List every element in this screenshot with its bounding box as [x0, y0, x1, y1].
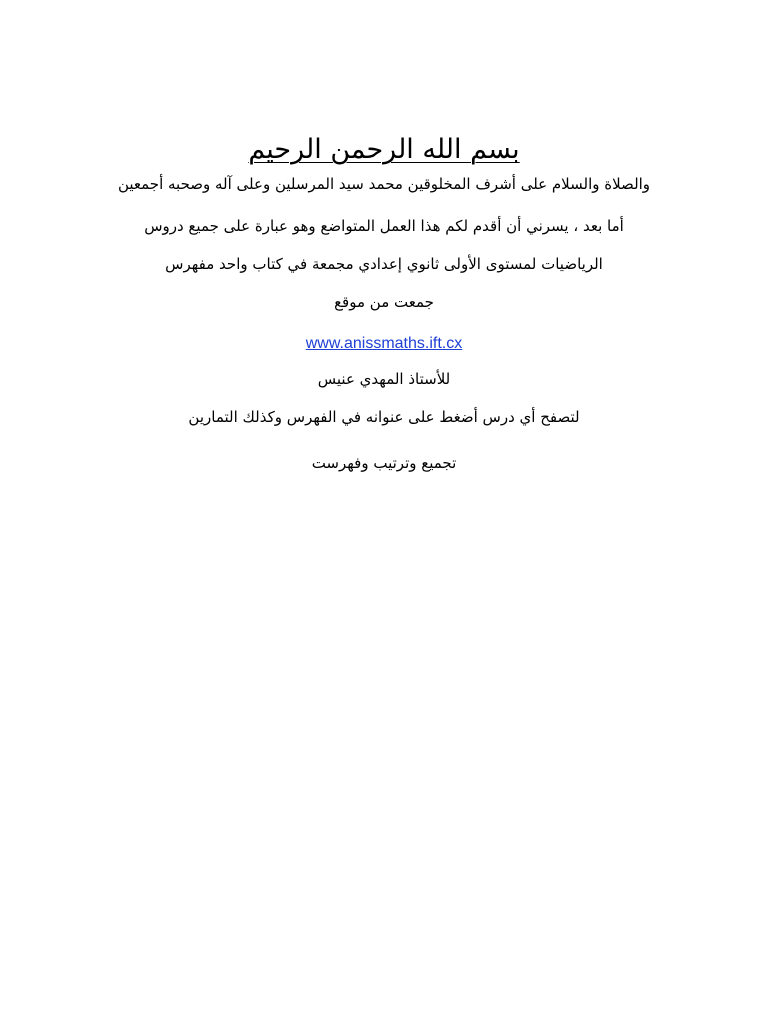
website-link[interactable]: www.anissmaths.ift.cx [305, 335, 463, 352]
salutation-line: والصلاة والسلام على أشرف المخلوقين محمد سيد المرسلين وعلى آله وصحبه أجمعين [117, 175, 651, 193]
basmala-heading: بسم الله الرحمن الرحيم [248, 134, 520, 165]
navigation-hint-line: لتصفح أي درس أضغط على عنوانه في الفهرس وكذلك التمارين [188, 408, 580, 426]
author-line: للأستاذ المهدي عنيس [317, 370, 451, 388]
intro-line-1: أما بعد ، يسرني أن أقدم لكم هذا العمل المتواضع وهو عبارة على جميع دروس [144, 217, 624, 235]
collected-from-line: جمعت من موقع [334, 293, 434, 311]
document-body [90, 128, 678, 473]
compilation-line: تجميع وترتيب وفهرست [311, 454, 457, 472]
intro-line-2: الرياضيات لمستوى الأولى ثانوي إعدادي مجمعة في كتاب واحد مفهرس [165, 255, 603, 273]
website-line [90, 332, 678, 355]
